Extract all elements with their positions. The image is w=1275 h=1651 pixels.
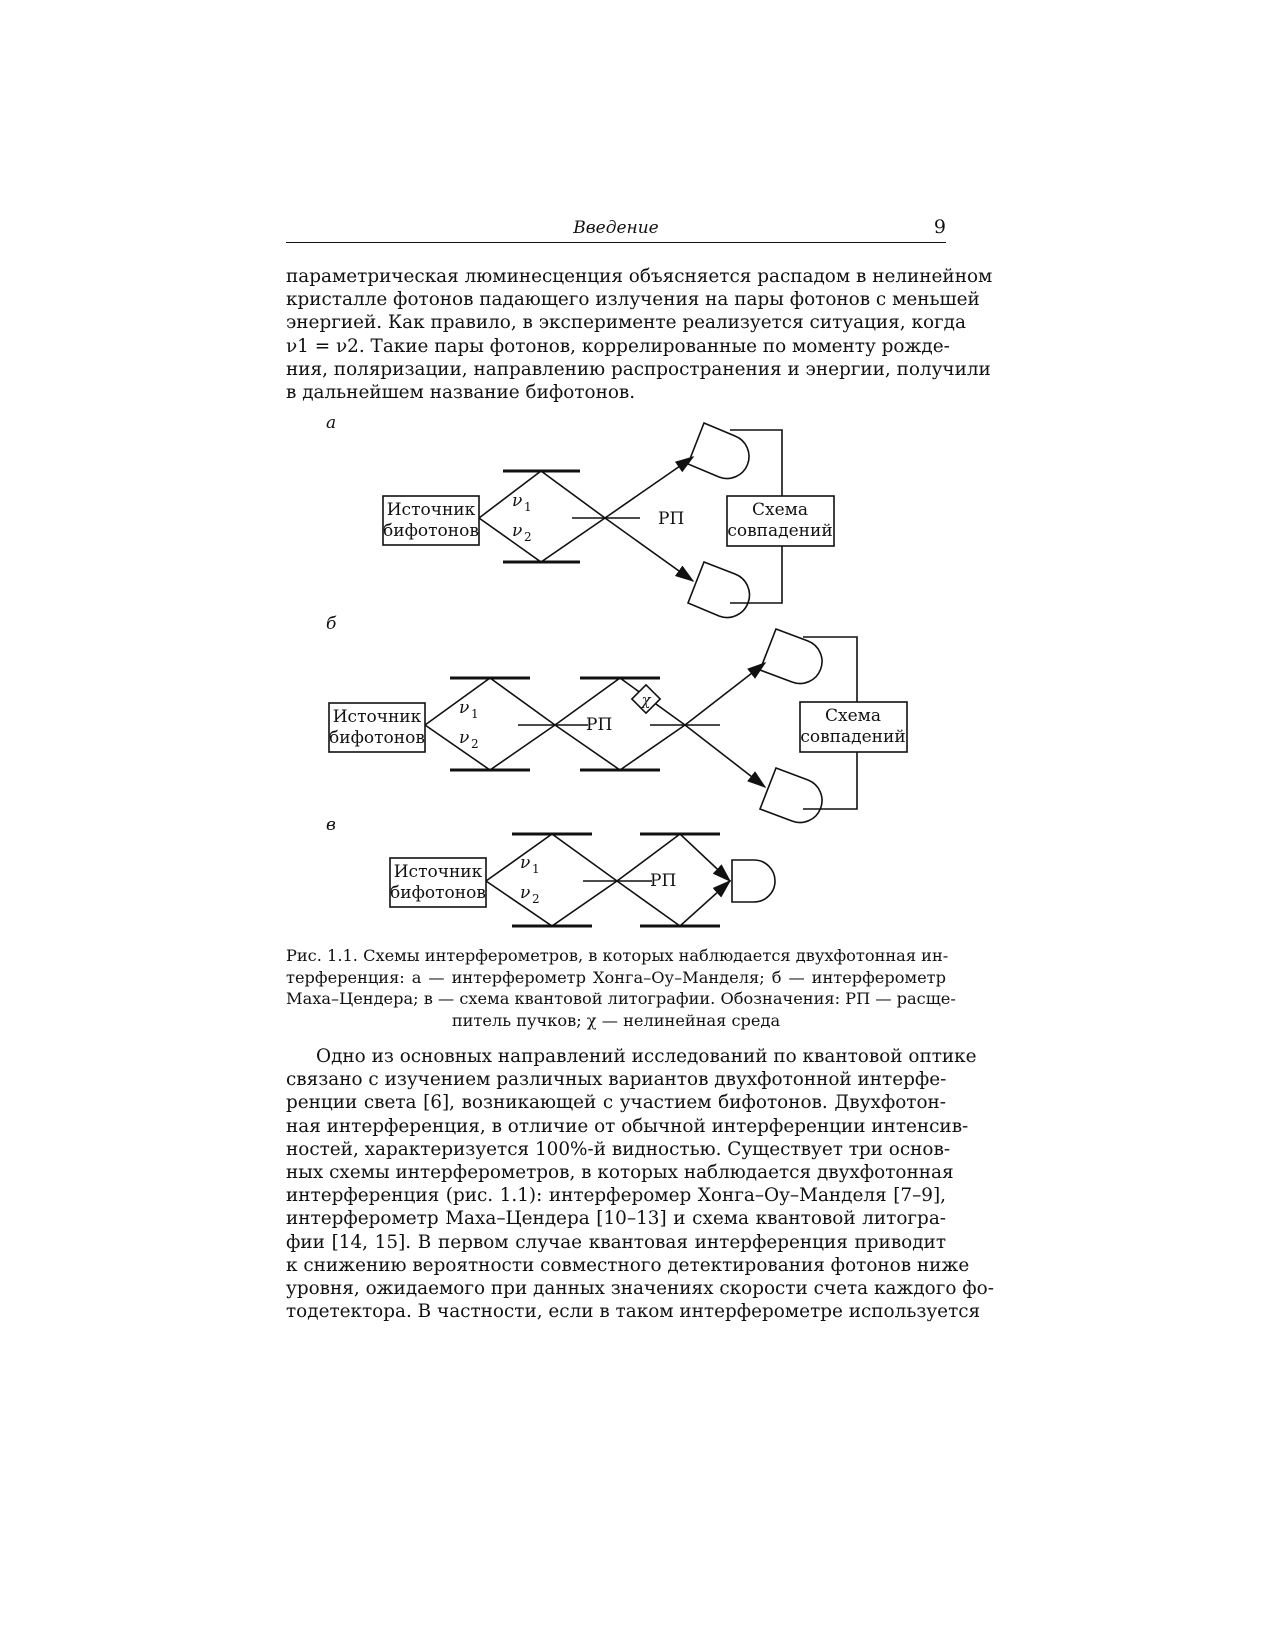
text-line: в дальнейшем название бифотонов. (286, 382, 636, 404)
freq-subscript: 2 (524, 530, 532, 544)
panel-label-a: а (326, 413, 337, 433)
freq-label: ν (459, 728, 470, 748)
source-label: бифотонов (383, 521, 479, 541)
text-line: ния, поляризации, направлению распространения и энергии, получили (286, 358, 991, 380)
detector (688, 562, 749, 617)
beam-path (685, 725, 765, 787)
beamsplitter-label: РП (650, 871, 677, 891)
nonlinear-medium-label: χ (641, 691, 651, 709)
beam-path (486, 881, 617, 926)
freq-subscript: 1 (532, 862, 540, 876)
coincidence-label: совпадений (800, 727, 906, 747)
detector (760, 768, 822, 823)
text-line: кристалле фотонов падающего излучения на пары фотонов с меньшей (286, 289, 980, 311)
wire (803, 752, 857, 809)
freq-label: ν (520, 853, 531, 873)
freq-subscript: 1 (524, 500, 532, 514)
beam-path (425, 678, 555, 725)
running-title: Введение (573, 218, 659, 238)
source-label: бифотонов (390, 883, 486, 903)
beamsplitter-label: РП (586, 715, 613, 735)
freq-subscript: 2 (532, 892, 540, 906)
beam-path (486, 834, 617, 881)
freq-subscript: 1 (471, 707, 479, 721)
source-label: бифотонов (329, 728, 425, 748)
freq-label: ν (512, 521, 523, 541)
text-line: к снижению вероятности совместного детектирования фотонов ниже (286, 1254, 970, 1276)
coincidence-label: Схема (824, 706, 882, 726)
text-line: ν1 = ν2. Такие пары фотонов, коррелированные по моменту рожде- (286, 335, 950, 357)
text-line: ных схемы интерферометров, в которых наблюдается двухфотонная (286, 1162, 954, 1184)
paragraph-2 (286, 1045, 994, 1323)
freq-label: ν (520, 883, 531, 903)
panel-label-c: в (326, 815, 336, 835)
detector (732, 860, 775, 902)
text-line: интерференция (рис. 1.1): интерферомер Хонга–Оу–Манделя [7–9], (286, 1185, 946, 1207)
text-line: ренции света [6], возникающей с участием бифотонов. Двухфотон- (286, 1092, 946, 1114)
caption-line: Рис. 1.1. Схемы интерферометров, в которых наблюдается двухфотонная ин- (286, 946, 949, 965)
coincidence-label: Схема (751, 500, 809, 520)
caption-line: Маха–Цендера; в — схема квантовой литографии. Обозначения: РП — расще- (286, 989, 956, 1008)
text-line: энергией. Как правило, в эксперименте реализуется ситуация, когда (286, 312, 966, 334)
coincidence-label: совпадений (727, 521, 833, 541)
caption-line: терференция: а — интерферометр Хонга–Оу–Манделя; б — интерферометр (286, 967, 946, 987)
beam-path (555, 725, 685, 770)
caption-line: питель пучков; χ — нелинейная среда (451, 1010, 781, 1030)
panel-label-b: б (326, 614, 337, 634)
figure-caption (286, 945, 956, 1031)
freq-subscript: 2 (471, 737, 479, 751)
text-line: параметрическая люминесценция объясняется распадом в нелинейном (286, 266, 993, 287)
wire (730, 430, 782, 496)
text-line: интерферометр Маха–Цендера [10–13] и схема квантовой литогра- (286, 1208, 946, 1230)
source-label: Источник (386, 500, 476, 520)
text-line: Одно из основных направлений исследований по квантовой оптике (316, 1046, 977, 1067)
text-line: тодетектора. В частности, если в таком интерферометре используется (286, 1301, 981, 1323)
text-line: фии [14, 15]. В первом случае квантовая интерференция приводит (286, 1231, 946, 1253)
beam-path (685, 663, 765, 725)
detector (688, 423, 749, 479)
beam-path (555, 678, 685, 725)
source-label: Источник (393, 862, 483, 882)
beam-path (425, 725, 555, 770)
text-line: ностей, характеризуется 100%-й видностью. Существует три основ- (286, 1138, 951, 1160)
text-line: уровня, ожидаемого при данных значениях скорости счета каждого фо- (286, 1278, 994, 1300)
text-line: ная интерференция, в отличие от обычной интерференции интенсив- (286, 1115, 969, 1137)
page-number: 9 (933, 216, 946, 238)
beamsplitter-label: РП (658, 509, 685, 529)
source-label: Источник (332, 707, 422, 727)
text-line: связано с изучением различных вариантов двухфотонной интерфе- (286, 1069, 947, 1091)
freq-label: ν (459, 698, 470, 718)
wire (803, 637, 857, 702)
beam-path (479, 518, 605, 562)
freq-label: ν (512, 491, 523, 511)
beam-path (479, 471, 605, 518)
